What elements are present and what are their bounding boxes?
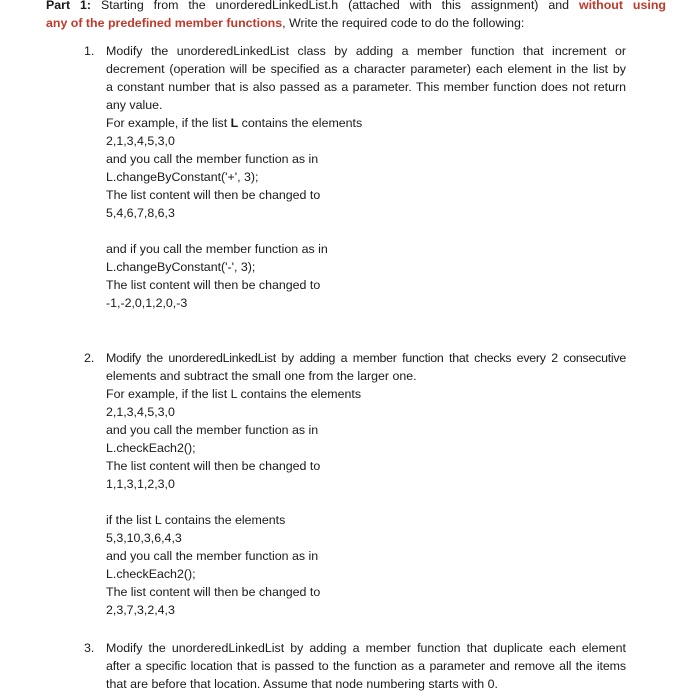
q2-example2-text: if the list L contains the elements <box>106 513 286 527</box>
q1-result2-text: The list content will then be changed to <box>106 278 321 292</box>
q1-call2-text: and if you call the member function as in <box>106 242 328 256</box>
q2-result2: 2,3,7,3,2,4,3 <box>106 603 175 617</box>
header-text-before: Starting from the unorderedLinkedList.h (attached with this assignment) and <box>91 0 579 12</box>
q1-intro-line: Modify the unorderedLinkedList class by adding a member function that increment or <box>106 44 626 58</box>
q1-result2: -1,-2,0,1,2,0,-3 <box>106 296 188 310</box>
header-text-after: , Write the required code to do the following: <box>282 16 525 30</box>
q2-result1: 1,1,3,1,2,3,0 <box>106 477 175 491</box>
q1-example-var: L <box>230 116 239 130</box>
q1-intro-line: any value. <box>106 98 163 112</box>
without-using-emphasis: without using <box>578 0 666 12</box>
header-line-2 <box>46 14 666 32</box>
q3-line: after a specific location that is passed to the function as a parameter and remove all the items <box>106 659 626 673</box>
spacer <box>106 493 626 511</box>
q1-intro-line: a constant number that is also passed as a parameter. This member function does not return <box>106 80 626 94</box>
q2-list2: 5,3,10,3,6,4,3 <box>106 531 182 545</box>
q2-call1-text: and you call the member function as in <box>106 423 319 437</box>
header-line-1 <box>46 0 666 14</box>
q1-call1-text: and you call the member function as in <box>106 152 319 166</box>
q1-example-prefix: For example, if the list <box>106 116 231 130</box>
q1-result1: 5,4,6,7,8,6,3 <box>106 206 175 220</box>
q2-call1-code: L.checkEach2(); <box>106 441 196 455</box>
q1-result1-text: The list content will then be changed to <box>106 188 321 202</box>
q3-block <box>106 639 626 693</box>
q1-example-suffix: contains the elements <box>238 116 363 130</box>
part-header <box>46 0 666 32</box>
q2-result2-text: The list content will then be changed to <box>106 585 321 599</box>
q2-number: 2. <box>84 351 95 365</box>
q2-example-text: For example, if the list L contains the elements <box>106 387 362 401</box>
q2-list1: 2,1,3,4,5,3,0 <box>106 405 175 419</box>
q2-call2-text: and you call the member function as in <box>106 549 319 563</box>
q1-number: 1. <box>84 44 95 58</box>
q2-block <box>106 349 626 619</box>
predefined-emphasis: any of the predefined member functions <box>46 16 283 30</box>
q3-line: that are before that location. Assume that node numbering starts with 0. <box>106 677 498 691</box>
q1-list1: 2,1,3,4,5,3,0 <box>106 134 175 148</box>
q2-result1-text: The list content will then be changed to <box>106 459 321 473</box>
q2-call2-code: L.checkEach2(); <box>106 567 196 581</box>
q1-call1-code: L.changeByConstant('+', 3); <box>106 170 259 184</box>
q1-block <box>106 42 626 312</box>
q3-line: Modify the unorderedLinkedList by adding a member function that duplicate each element <box>106 641 626 655</box>
q2-intro-line: Modify the unorderedLinkedList by adding a member function that checks every 2 consecutive <box>106 351 626 365</box>
part-label: Part 1: <box>46 0 92 12</box>
q2-intro-line: elements and subtract the small one from the larger one. <box>106 369 417 383</box>
q1-intro-line: decrement (operation will be specified as a character parameter) each element in the list by <box>106 62 626 76</box>
q3-number: 3. <box>84 641 95 655</box>
q1-call2-code: L.changeByConstant('-', 3); <box>106 260 256 274</box>
q1-example-text <box>106 114 626 132</box>
spacer <box>106 222 626 240</box>
